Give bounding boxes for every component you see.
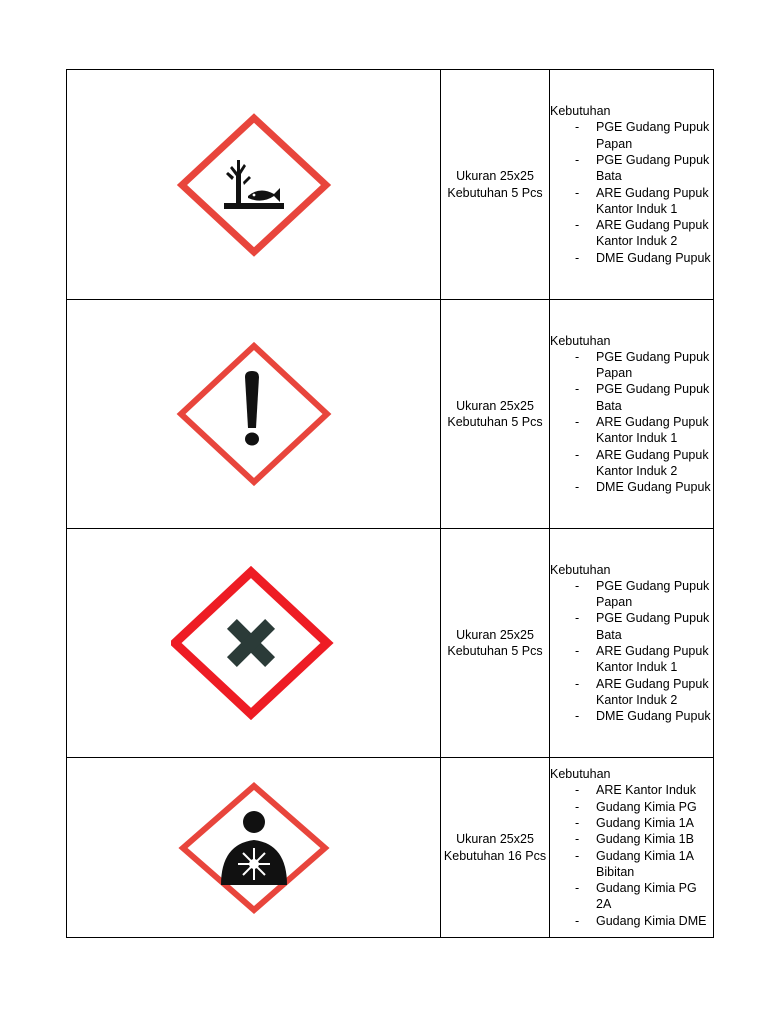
size-label: Ukuran 25x25: [456, 169, 534, 183]
list-item: - PGE Gudang Pupuk Bata: [575, 610, 713, 643]
size-cell: [441, 758, 550, 938]
health-hazard-icon: [177, 782, 331, 914]
exclamation-mark-icon: [172, 340, 336, 488]
list-item: - ARE Gudang Pupuk Kantor Induk 1: [575, 643, 713, 676]
list-item: - Gudang Kimia 1B: [575, 831, 713, 847]
table-row: [67, 70, 714, 300]
list-item: - PGE Gudang Pupuk Bata: [575, 152, 713, 185]
location-list: [550, 578, 713, 725]
quantity-label: Kebutuhan 5 Pcs: [447, 415, 543, 429]
list-item: - ARE Kantor Induk: [575, 782, 713, 798]
table-row: [67, 758, 714, 938]
environment-hazard-icon: [174, 110, 334, 260]
quantity-label: Kebutuhan 16 Pcs: [443, 848, 547, 863]
location-list: [550, 349, 713, 496]
needs-cell: [550, 70, 714, 300]
cross-harmful-icon: [171, 566, 337, 720]
quantity-label: Kebutuhan 5 Pcs: [447, 185, 543, 200]
pictogram-cell: [67, 300, 441, 529]
size-cell: [441, 300, 550, 529]
list-item: - PGE Gudang Pupuk Papan: [575, 578, 713, 611]
needs-title: Kebutuhan: [550, 104, 611, 119]
list-item: - ARE Gudang Pupuk Kantor Induk 1: [575, 185, 713, 218]
list-item: - PGE Gudang Pupuk Papan: [575, 349, 713, 382]
list-item: - Gudang Kimia 1A: [575, 815, 713, 831]
size-cell: [441, 529, 550, 758]
list-item: - PGE Gudang Pupuk Bata: [575, 381, 713, 414]
size-label: Ukuran 25x25: [456, 627, 534, 642]
list-item: - Gudang Kimia PG 2A: [575, 880, 713, 913]
pictogram-cell: [67, 70, 441, 300]
needs-title: Kebutuhan: [550, 333, 611, 348]
size-label: Ukuran 25x25: [456, 398, 534, 413]
needs-cell: [550, 300, 714, 529]
list-item: - DME Gudang Pupuk: [575, 479, 713, 495]
pictogram-cell: [67, 529, 441, 758]
list-item: - ARE Gudang Pupuk Kantor Induk 2: [575, 217, 713, 250]
pictogram-cell: [67, 758, 441, 938]
location-list: [550, 782, 713, 929]
size-label: Ukuran 25x25: [456, 832, 534, 846]
list-item: - Gudang Kimia DME: [575, 913, 713, 929]
list-item: - Gudang Kimia 1A Bibitan: [575, 848, 713, 881]
table-row: [67, 529, 714, 758]
requirements-table: [66, 69, 714, 938]
list-item: - Gudang Kimia PG: [575, 799, 713, 815]
list-item: - PGE Gudang Pupuk Papan: [575, 119, 713, 152]
quantity-label: Kebutuhan 5 Pcs: [447, 644, 543, 658]
list-item: - ARE Gudang Pupuk Kantor Induk 2: [575, 447, 713, 480]
needs-title: Kebutuhan: [550, 562, 611, 577]
needs-cell: [550, 529, 714, 758]
location-list: [550, 119, 713, 266]
list-item: - ARE Gudang Pupuk Kantor Induk 1: [575, 414, 713, 447]
list-item: - DME Gudang Pupuk: [575, 708, 713, 724]
needs-title: Kebutuhan: [550, 767, 611, 782]
list-item: - ARE Gudang Pupuk Kantor Induk 2: [575, 676, 713, 709]
list-item: - DME Gudang Pupuk: [575, 250, 713, 266]
table-row: [67, 300, 714, 529]
size-cell: [441, 70, 550, 300]
needs-cell: [550, 758, 714, 938]
